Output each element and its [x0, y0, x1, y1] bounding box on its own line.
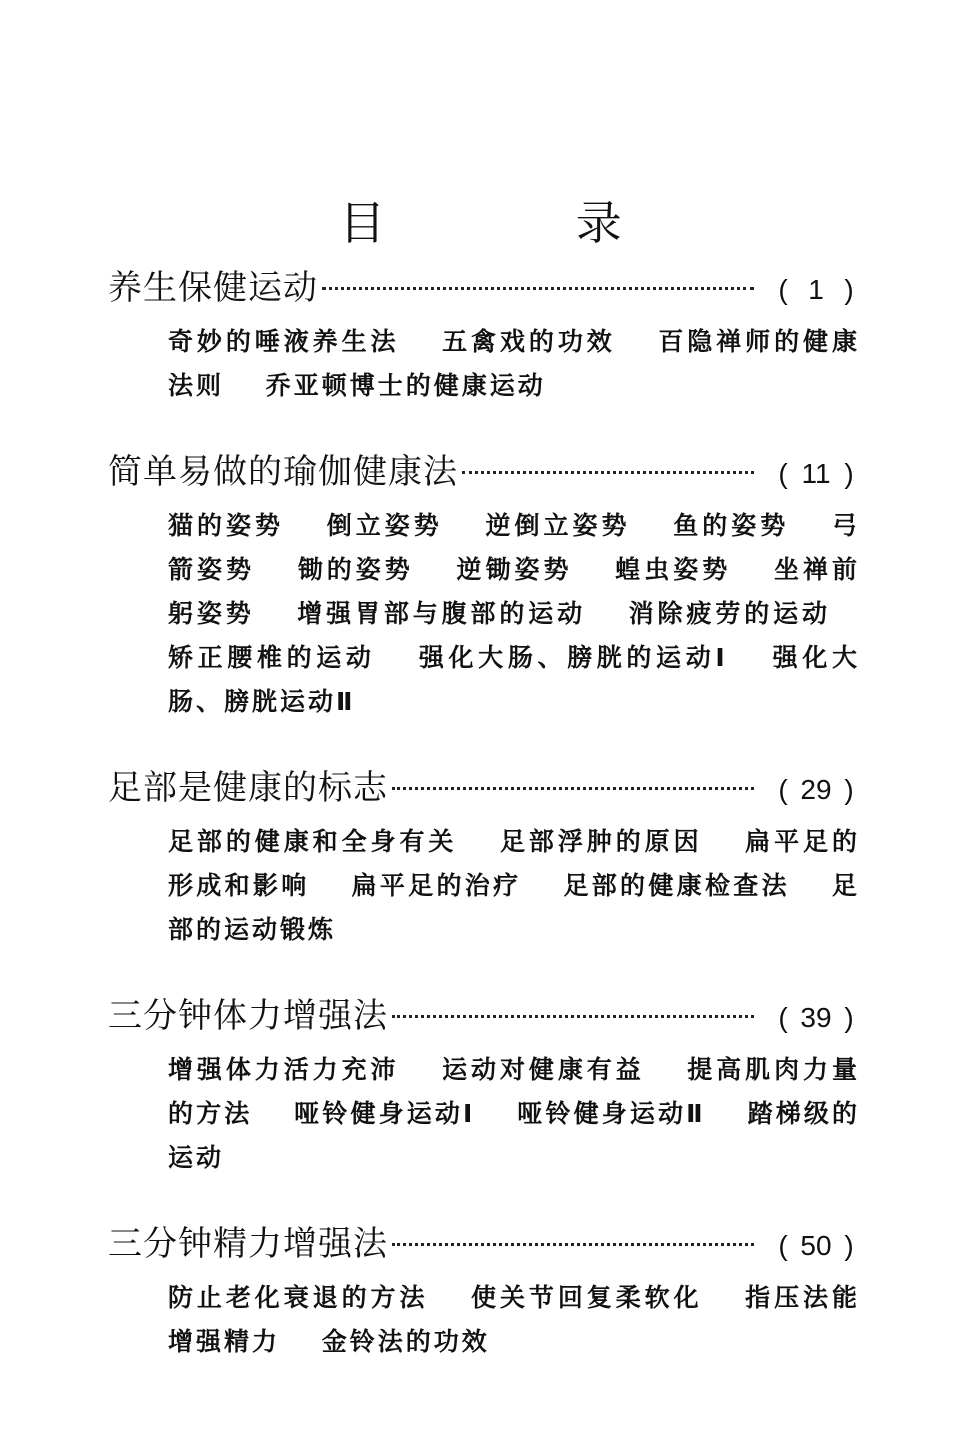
toc-page-number: ( 1 ) [778, 274, 854, 305]
toc-subentry[interactable]: 使关节回复柔软化 [471, 1283, 703, 1312]
toc-heading-text: 养生保健运动 [108, 268, 318, 308]
toc-subentry[interactable]: 足部的运动锻炼 [168, 871, 860, 944]
toc-subentry[interactable]: 足部的健康检查法 [563, 871, 790, 900]
toc-subentry[interactable]: 蝗虫姿势 [615, 555, 732, 584]
toc-heading[interactable] [108, 1218, 858, 1270]
toc-subentries [168, 504, 860, 724]
toc-section [108, 762, 858, 952]
toc-subentry[interactable]: 奇妙的唾液养生法 [168, 327, 400, 356]
toc-heading-text: 简单易做的瑜伽健康法 [108, 452, 458, 492]
toc-subentries [168, 1048, 860, 1180]
toc-heading[interactable] [108, 446, 858, 498]
toc-subentry[interactable]: 坐禅前躬姿势 [168, 555, 860, 628]
toc-subentry[interactable]: 足部浮肿的原因 [499, 827, 703, 856]
page-title: 目 录 [339, 195, 710, 250]
toc-heading-text: 三分钟体力增强法 [108, 996, 388, 1036]
toc-heading[interactable] [108, 762, 858, 814]
toc-subentry[interactable]: 增强体力活力充沛 [168, 1055, 400, 1084]
toc-subentry[interactable]: 倒立姿势 [326, 511, 443, 540]
toc-subentry[interactable]: 强化大肠、膀胱运动Ⅱ [168, 643, 860, 716]
toc-subentry[interactable]: 提高肌肉力量的方法 [168, 1055, 860, 1128]
toc-subentry[interactable]: 锄的姿势 [297, 555, 414, 584]
toc-subentry[interactable]: 哑铃健身运动Ⅰ [294, 1099, 476, 1128]
dot-leader [462, 471, 754, 474]
dot-leader [392, 1243, 754, 1246]
toc-heading-text: 足部是健康的标志 [108, 768, 388, 808]
toc-subentry[interactable]: 五禽戏的功效 [442, 327, 616, 356]
toc-page-number: ( 39 ) [778, 1002, 854, 1033]
toc-subentry[interactable]: 扁平足的治疗 [351, 871, 522, 900]
toc-section [108, 990, 858, 1180]
toc-subentry[interactable]: 哑铃健身运动Ⅱ [517, 1099, 706, 1128]
toc-subentry[interactable]: 乔亚顿博士的健康运动 [265, 371, 546, 400]
dot-leader [392, 787, 754, 790]
toc-section [108, 262, 858, 408]
dot-leader [392, 1015, 754, 1018]
toc-subentry[interactable]: 足部的健康和全身有关 [168, 827, 458, 856]
toc-subentry[interactable]: 指压法能增强精力 [168, 1283, 860, 1356]
toc-heading[interactable] [108, 262, 858, 314]
toc-section [108, 446, 858, 724]
dot-leader [322, 287, 754, 290]
table-of-contents [108, 262, 858, 1402]
toc-subentry[interactable]: 百隐禅师的健康法则 [168, 327, 860, 400]
toc-subentries [168, 320, 860, 408]
toc-subentry[interactable]: 增强胃部与腹部的运动 [297, 599, 587, 628]
toc-subentry[interactable]: 逆倒立姿势 [485, 511, 631, 540]
toc-subentry[interactable]: 弓箭姿势 [168, 511, 860, 584]
toc-subentries [168, 820, 860, 952]
toc-subentry[interactable]: 猫的姿势 [168, 511, 285, 540]
toc-subentry[interactable]: 逆锄姿势 [456, 555, 573, 584]
toc-page-number: ( 50 ) [778, 1230, 854, 1261]
toc-subentry[interactable]: 防止老化衰退的方法 [168, 1283, 429, 1312]
toc-subentry[interactable]: 踏梯级的运动 [168, 1099, 860, 1172]
toc-heading[interactable] [108, 990, 858, 1042]
toc-subentry[interactable]: 金铃法的功效 [321, 1327, 490, 1356]
toc-subentry[interactable]: 消除疲劳的运动 [628, 599, 830, 628]
toc-subentry[interactable]: 矫正腰椎的运动 [168, 643, 376, 672]
toc-heading-text: 三分钟精力增强法 [108, 1224, 388, 1264]
toc-subentries [168, 1276, 860, 1364]
toc-subentry[interactable]: 运动对健康有益 [442, 1055, 645, 1084]
toc-page-number: ( 11 ) [778, 458, 854, 489]
toc-subentry[interactable]: 鱼的姿势 [673, 511, 790, 540]
toc-page-number: ( 29 ) [778, 774, 854, 805]
toc-subentry[interactable]: 强化大肠、膀胱的运动Ⅰ [418, 643, 730, 672]
toc-subentry[interactable]: 扁平足的形成和影响 [168, 827, 860, 900]
toc-section [108, 1218, 858, 1364]
